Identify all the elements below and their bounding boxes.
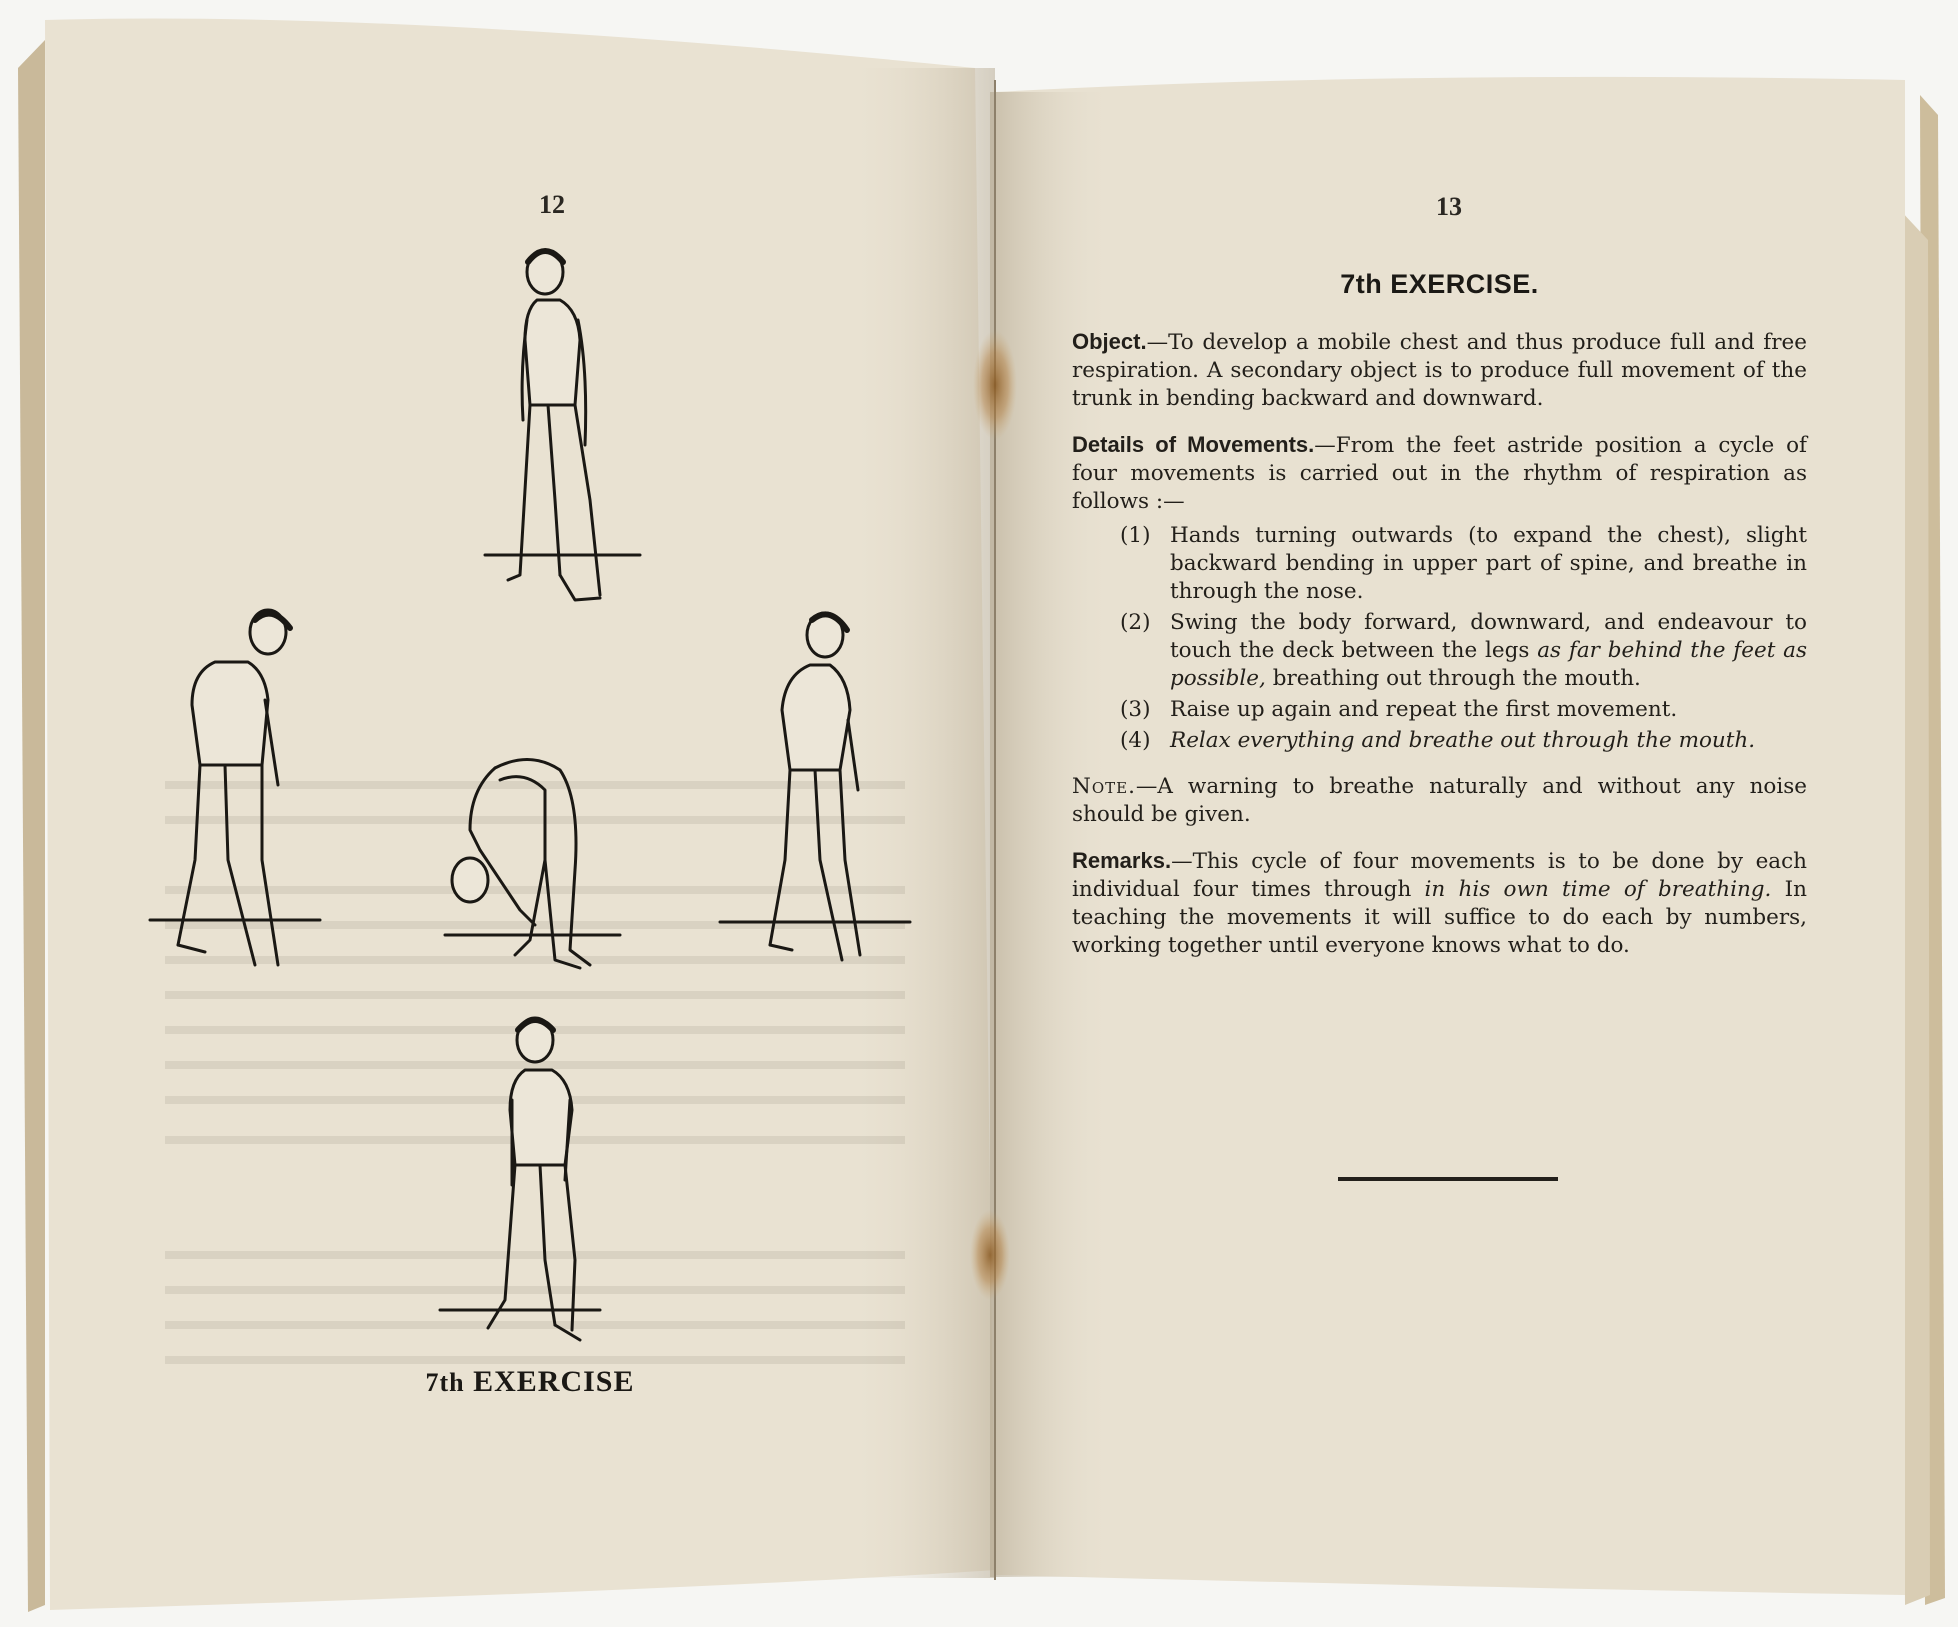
left-page-number: 12 — [539, 190, 565, 219]
movement-text-part: breathing out through the mouth. — [1265, 666, 1641, 691]
object-paragraph — [1072, 328, 1807, 413]
movement-text-italic: as far behind the feet as possible, — [1170, 638, 1807, 691]
exercise-description — [1072, 270, 1807, 978]
note-paragraph — [1072, 773, 1807, 829]
movement-text-part: Swing the body forward, downward, and endeavour to touch the deck between the legs — [1170, 610, 1807, 663]
movement-text: Relax everything and breathe out through the mouth. — [1170, 728, 1756, 753]
movement-text: Raise up again and repeat the first movement. — [1170, 697, 1678, 722]
movement-text: Hands turning outwards (to expand the chest), slight backward bending in upper part of spine, and breathe in through the nose. — [1170, 523, 1807, 604]
note-text: —A warning to breathe naturally and without any noise should be given. — [1072, 774, 1807, 827]
movement-item — [1120, 522, 1807, 606]
remarks-text: In teaching the movements it will suffice to do each by numbers, working together until everyone knows what to do. — [1072, 877, 1807, 958]
details-paragraph — [1072, 431, 1807, 516]
right-page-number: 13 — [1436, 192, 1462, 221]
details-text: —From the feet astride position a cycle of four movements is carried out in the rhythm of respiration as follows :— — [1072, 433, 1807, 514]
movement-item — [1120, 609, 1807, 693]
note-label: Note. — [1072, 774, 1136, 799]
rust-stain-bottom — [970, 1210, 1010, 1300]
movement-item — [1120, 727, 1807, 755]
figure-caption-ordinal: 7th — [425, 1368, 465, 1397]
page-heading: 7th EXERCISE. — [1340, 269, 1539, 299]
details-label: Details of Movements. — [1072, 432, 1315, 457]
section-end-rule — [1338, 1177, 1558, 1181]
movement-list — [1072, 522, 1807, 755]
figure-caption — [360, 1365, 700, 1399]
movement-number: (4) — [1120, 728, 1151, 753]
object-text: —To develop a mobile chest and thus produce full and free respiration. A secondary object is to produce full movement of the trunk in bending backward and downward. — [1072, 330, 1807, 411]
movement-number: (2) — [1120, 610, 1151, 635]
remarks-text-italic: in his own time of breathing. — [1424, 877, 1772, 902]
back-cover-left — [18, 40, 45, 1612]
movement-number: (1) — [1120, 523, 1151, 548]
figure-caption-word: EXERCISE — [473, 1365, 635, 1398]
movement-text — [1170, 609, 1807, 693]
remarks-paragraph — [1072, 847, 1807, 960]
movement-item — [1120, 696, 1807, 724]
rust-stain-top — [973, 330, 1017, 440]
movement-number: (3) — [1120, 697, 1151, 722]
remarks-text: —This cycle of four movements is to be done by each individual four times through — [1072, 849, 1807, 902]
object-label: Object. — [1072, 329, 1147, 354]
remarks-label: Remarks. — [1072, 848, 1172, 873]
